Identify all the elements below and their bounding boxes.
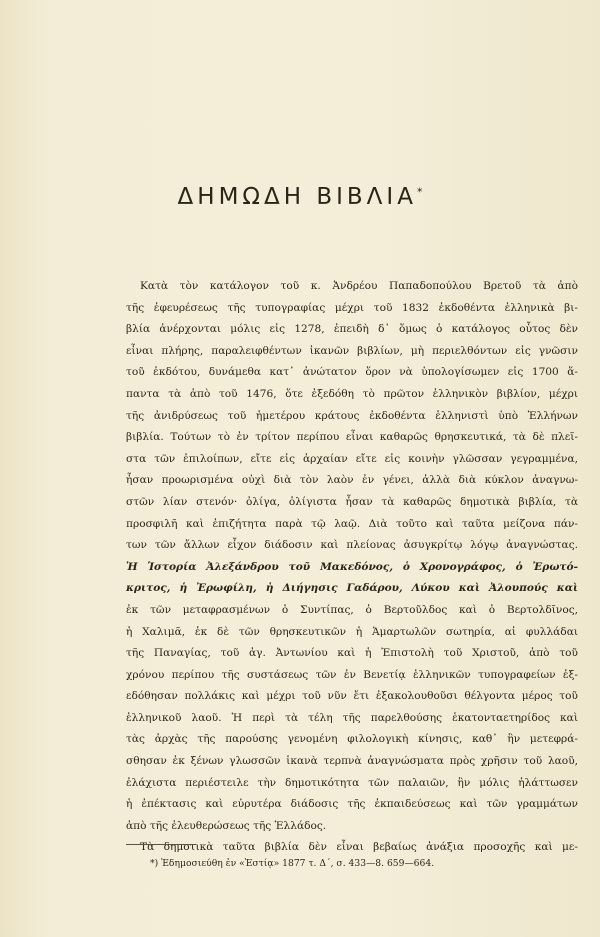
text-line: βιβλία. Τούτων τὸ ἐν τρίτον περίπου εἶναι καθαρῶς θρησκευτικά, τὰ δὲ πλεῖ-	[126, 431, 578, 444]
text-line: κριτος, ἡ Ἐρωφίλη, ἡ Διήγησις Γαδάρου, Λύκου καὶ Ἀλουπούς καὶ	[126, 582, 578, 595]
text-line: ἦσαν προωρισμένα οὐχὶ διὰ τὸν λαὸν ἐν γένει, ἀλλὰ διὰ κύκλον ἀναγνω-	[126, 474, 578, 487]
text-line: ἐκ τῶν μεταφρασμένων ὁ Συντίπας, ὁ Βερτοῦλδος καὶ ὁ Βερτολδῖνος,	[126, 603, 578, 616]
footnote-rule	[126, 844, 196, 845]
text-line: σθησαν ἐκ ξένων γλωσσῶν ἱκανὰ τερπνὰ ἀναγνώσματα πρὸς χρῆσιν τοῦ λαοῦ,	[126, 755, 578, 768]
footnote-marker: *	[416, 185, 423, 199]
text-line: στα τῶν ἐπιλοίπων, εἴτε εἰς ἀρχαίαν εἴτε εἰς κοινὴν γλῶσσαν γεγραμμένα,	[126, 452, 578, 465]
title-text: ΔΗΜΩΔΗ ΒΙΒΛΙΑ	[177, 184, 417, 210]
text-line: τῆς Παναγίας, τοῦ ἁγ. Ἀντωνίου καὶ ἡ Ἐπιστολὴ τοῦ Χριστοῦ, ἀπὸ τοῦ	[126, 647, 578, 660]
footnote: *) Ἐδημοσιεύθη ἐν «Ἑστίᾳ» 1877 τ. Δ´, σ. 433—8. 659—664.	[150, 858, 435, 869]
text-line: στῶν λίαν στενόν· ὀλίγα, ὀλίγιστα ἦσαν τὰ καθαρῶς δημοτικὰ βιβλία, τὰ	[126, 495, 578, 508]
text-line: Ἡ Ἱστορία Ἀλεξάνδρου τοῦ Μακεδόνος, ὁ Χρονογράφος, ὁ Ἐρωτό-	[126, 560, 578, 573]
text-line: τῆς ἐφευρέσεως τῆς τυπογραφίας μέχρι τοῦ 1832 ἐκδοθέντα ἑλληνικὰ βι-	[126, 301, 578, 314]
text-line: ἡ ἐπέκτασις καὶ εὐρυτέρα διάδοσις τῆς ἐκπαιδεύσεως καὶ τῶν γραμμάτων	[126, 798, 578, 811]
text-line: προσφιλῆ καὶ ἐπιζήτητα παρὰ τῷ λαῷ. Διὰ τοῦτο καὶ ταῦτα μείζονα πάν-	[126, 517, 578, 530]
body-text	[126, 276, 578, 859]
text-line: τοῦ ἐκδότου, δυνάμεθα κατ᾽ ἀνώτατον ὅρον νὰ ὑπολογίσωμεν εἰς 1700 ἅ-	[126, 366, 578, 379]
text-line: τὰς ἀρχὰς τῆς παρούσης γενομένη φιλολογικὴ κίνησις, καθ᾽ ἣν μετεφρά-	[126, 733, 578, 746]
text-line: ἀπὸ τῆς ἐλευθερώσεως τῆς Ἑλλάδος.	[126, 819, 327, 832]
text-line: παντα τὰ ἀπὸ τοῦ 1476, ὅτε ἐξεδόθη τὸ πρῶτον ἑλληνικὸν βιβλίον, μέχρι	[126, 387, 578, 400]
text-line: ἐλάχιστα περιέστειλε τὴν δημοτικότητα τῶν παλαιῶν, ἣν μόλις ἠλάττωσεν	[126, 776, 578, 789]
text-line: εἶναι πλήρης, παραλειφθέντων ἱκανῶν βιβλίων, μὴ περιελθόντων εἰς γνῶσιν	[126, 344, 578, 357]
text-line: εδόθησαν πολλάκις καὶ μέχρι τοῦ νῦν ἔτι ἐξακολουθοῦσι θέλγοντα μέρος τοῦ	[126, 690, 578, 703]
text-line: ἑλληνικοῦ λαοῦ. Ἡ περὶ τὰ τέλη τῆς παρελθούσης ἑκατονταετηρίδος καὶ	[126, 711, 578, 724]
text-line: ἡ Χαλιμᾶ, ἐκ δὲ τῶν θρησκευτικῶν ἡ Ἁμαρτωλῶν σωτηρία, αἱ φυλλάδαι	[126, 625, 578, 638]
text-line: χρόνου περίπου τῆς συστάσεως τῶν ἐν Βενετίᾳ ἑλληνικῶν τυπογραφείων ἐξ-	[126, 668, 578, 681]
text-line: τῆς ἀνιδρύσεως τοῦ ἡμετέρου κράτους ἐκδοθέντα ἑλληνιστὶ ὑπὸ Ἑλλήνων	[126, 409, 578, 422]
text-line: Τὰ δημοτικὰ ταῦτα βιβλία δὲν εἶναι βεβαίως ἀνάξια προσοχῆς καὶ με-	[140, 841, 578, 854]
text-line: Κατὰ τὸν κατάλογον τοῦ κ. Ἀνδρέου Παπαδοπούλου Βρετοῦ τὰ ἀπὸ	[140, 280, 578, 292]
text-line: των τῶν ἄλλων εἶχον διάδοσιν καὶ πλείονας ἀσυγκρίτῳ λόγῳ ἀναγνώστας.	[126, 539, 578, 552]
text-line: βλία ἀνέρχονται μόλις εἰς 1278, ἐπειδὴ δ᾽ ὅμως ὁ κατάλογος οὗτος δὲν	[126, 323, 578, 336]
page-title	[0, 184, 600, 210]
